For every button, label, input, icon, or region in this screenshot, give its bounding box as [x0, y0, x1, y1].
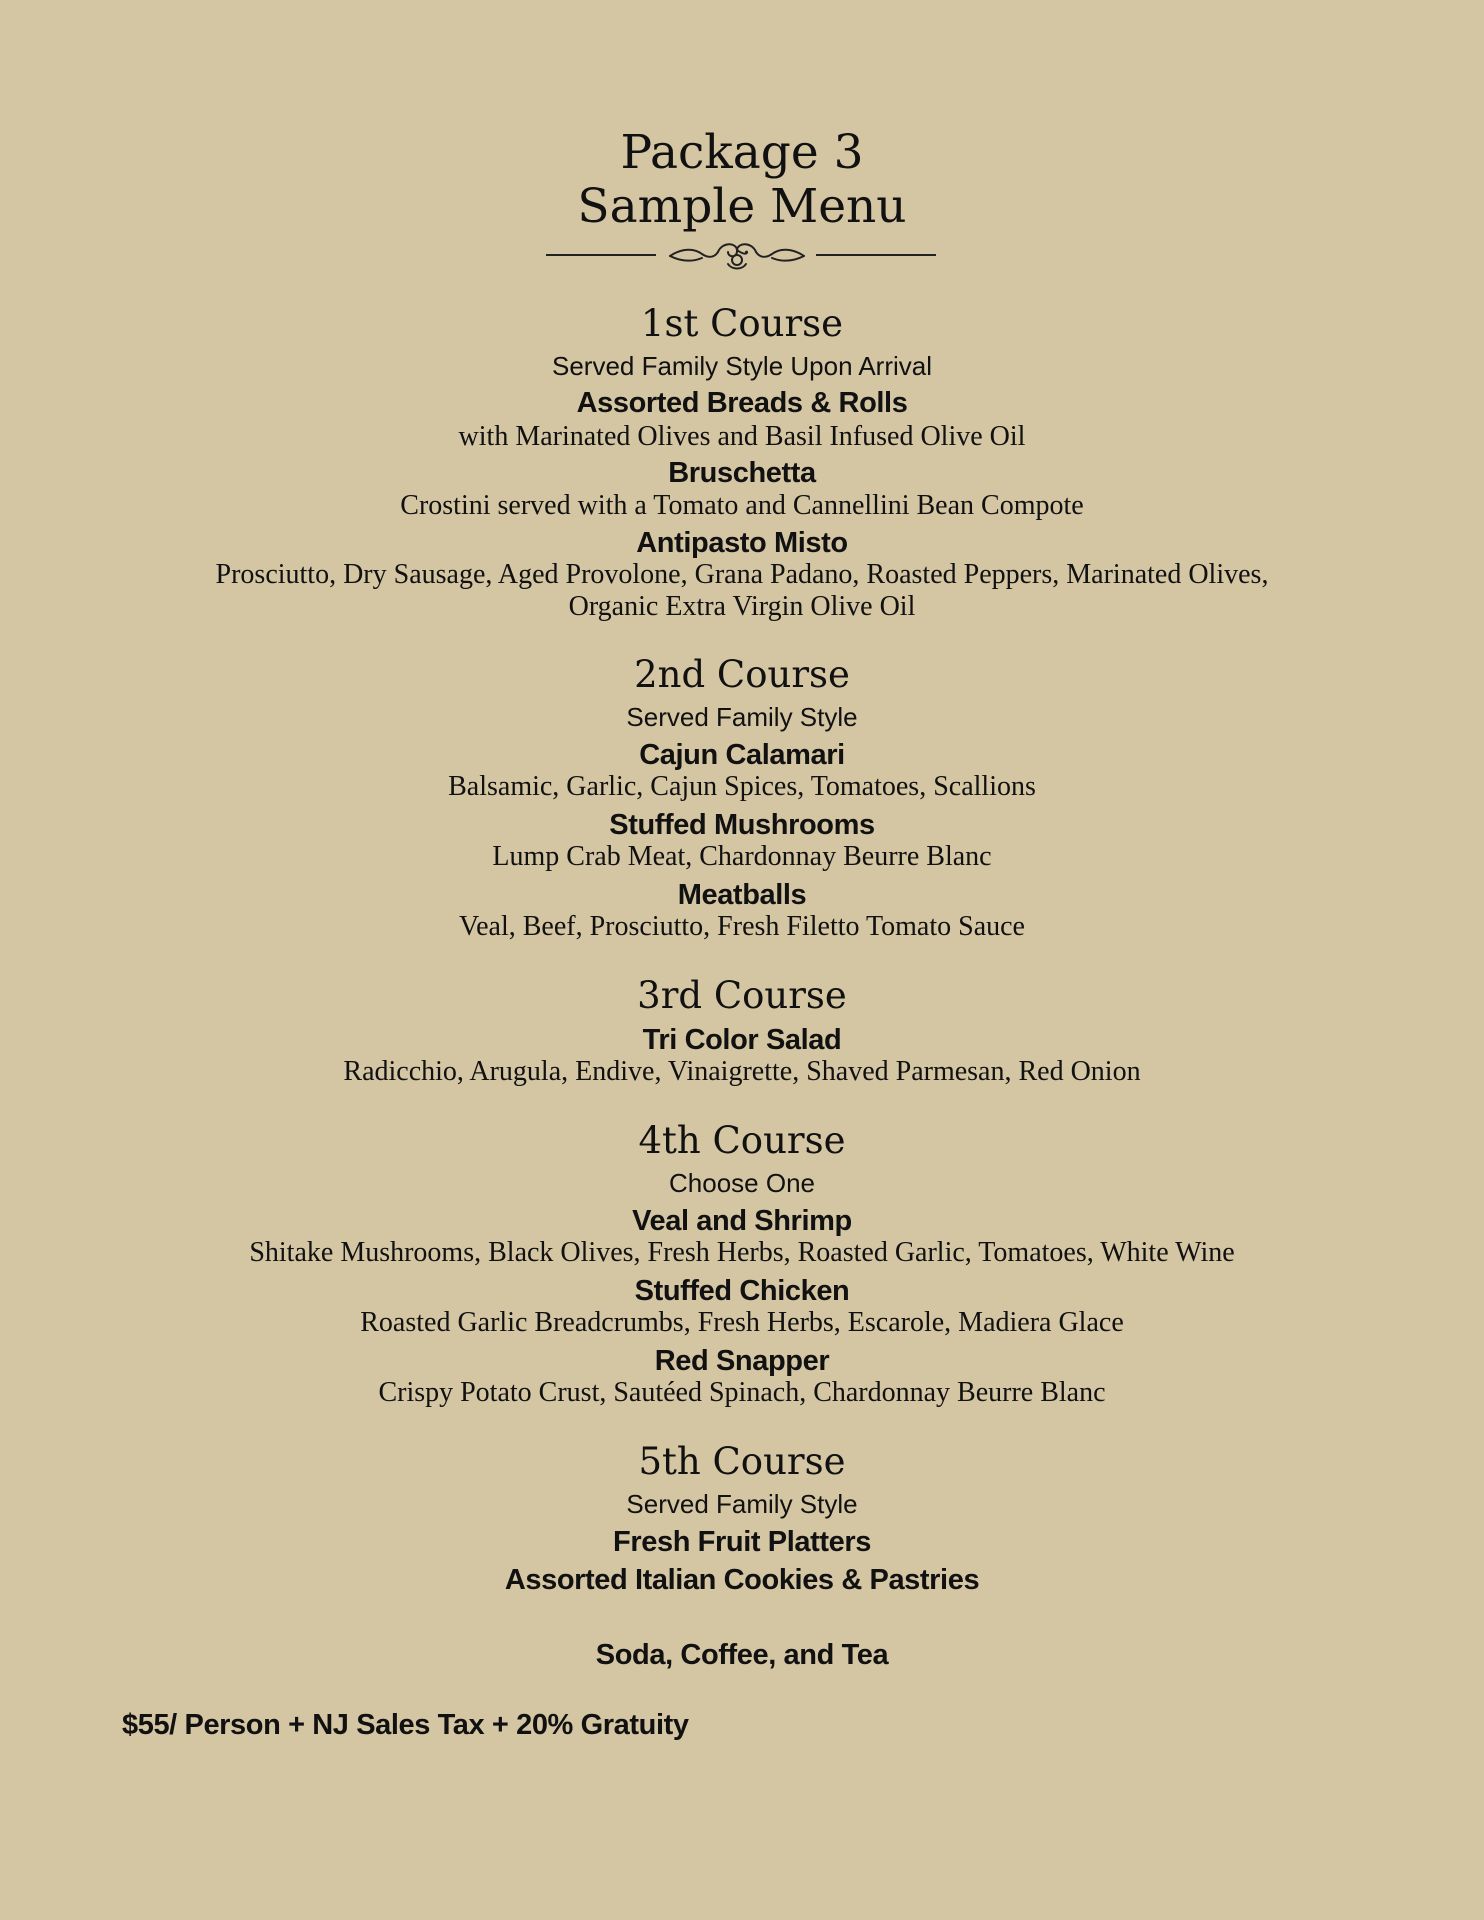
menu-item-name: Cajun Calamari: [639, 739, 845, 771]
menu-item-description: Veal, Beef, Prosciutto, Fresh Filetto Tomato Sauce: [459, 911, 1025, 942]
ornamental-flourish-icon: [542, 238, 942, 274]
menu-item-description: Crispy Potato Crust, Sautéed Spinach, Chardonnay Beurre Blanc: [378, 1377, 1106, 1408]
menu-item-description: Lump Crab Meat, Chardonnay Beurre Blanc: [492, 841, 992, 872]
menu-item-name: Assorted Breads & Rolls: [576, 387, 908, 419]
menu-item-description: Roasted Garlic Breadcrumbs, Fresh Herbs, Escarole, Madiera Glace: [360, 1307, 1124, 1338]
menu-item-description: with Marinated Olives and Basil Infused Olive Oil: [458, 421, 1026, 452]
course-4-heading: 4th Course: [638, 1119, 846, 1162]
menu-item-description: Crostini served with a Tomato and Cannellini Bean Compote: [400, 490, 1084, 521]
menu-item-name: Tri Color Salad: [642, 1024, 842, 1056]
beverages-line: Soda, Coffee, and Tea: [595, 1639, 889, 1671]
menu-item-name: Stuffed Chicken: [634, 1275, 850, 1307]
menu-item-name: Red Snapper: [654, 1345, 830, 1377]
course-2-heading: 2nd Course: [634, 653, 850, 696]
menu-item-name: Bruschetta: [668, 457, 816, 489]
course-2-note: Served Family Style: [626, 702, 858, 732]
menu-item-name: Stuffed Mushrooms: [609, 809, 875, 841]
course-1-heading: 1st Course: [640, 302, 844, 345]
page-title-line2: Sample Menu: [577, 179, 907, 234]
menu-item-description-line2: Organic Extra Virgin Olive Oil: [568, 591, 916, 622]
course-1-note: Served Family Style Upon Arrival: [551, 351, 933, 381]
menu-item-description: Prosciutto, Dry Sausage, Aged Provolone, Grana Padano, Roasted Peppers, Marinated Olives,: [215, 559, 1269, 590]
price-line: $55/ Person + NJ Sales Tax + 20% Gratuity: [122, 1709, 689, 1741]
page-title-line1: Package 3: [620, 125, 864, 180]
course-4-note: Choose One: [669, 1168, 815, 1198]
course-3-heading: 3rd Course: [637, 974, 847, 1017]
menu-item-name: Assorted Italian Cookies & Pastries: [504, 1564, 980, 1596]
menu-item-description: Radicchio, Arugula, Endive, Vinaigrette, Shaved Parmesan, Red Onion: [343, 1056, 1141, 1087]
menu-item-name: Veal and Shrimp: [632, 1205, 852, 1237]
course-5-heading: 5th Course: [638, 1440, 846, 1483]
menu-item-description: Shitake Mushrooms, Black Olives, Fresh Herbs, Roasted Garlic, Tomatoes, White Wine: [249, 1237, 1235, 1268]
menu-item-name: Meatballs: [677, 879, 807, 911]
menu-item-name: Antipasto Misto: [636, 527, 848, 559]
menu-item-description: Balsamic, Garlic, Cajun Spices, Tomatoes, Scallions: [448, 771, 1036, 802]
course-5-note: Served Family Style: [626, 1489, 858, 1519]
menu-item-name: Fresh Fruit Platters: [613, 1526, 871, 1558]
